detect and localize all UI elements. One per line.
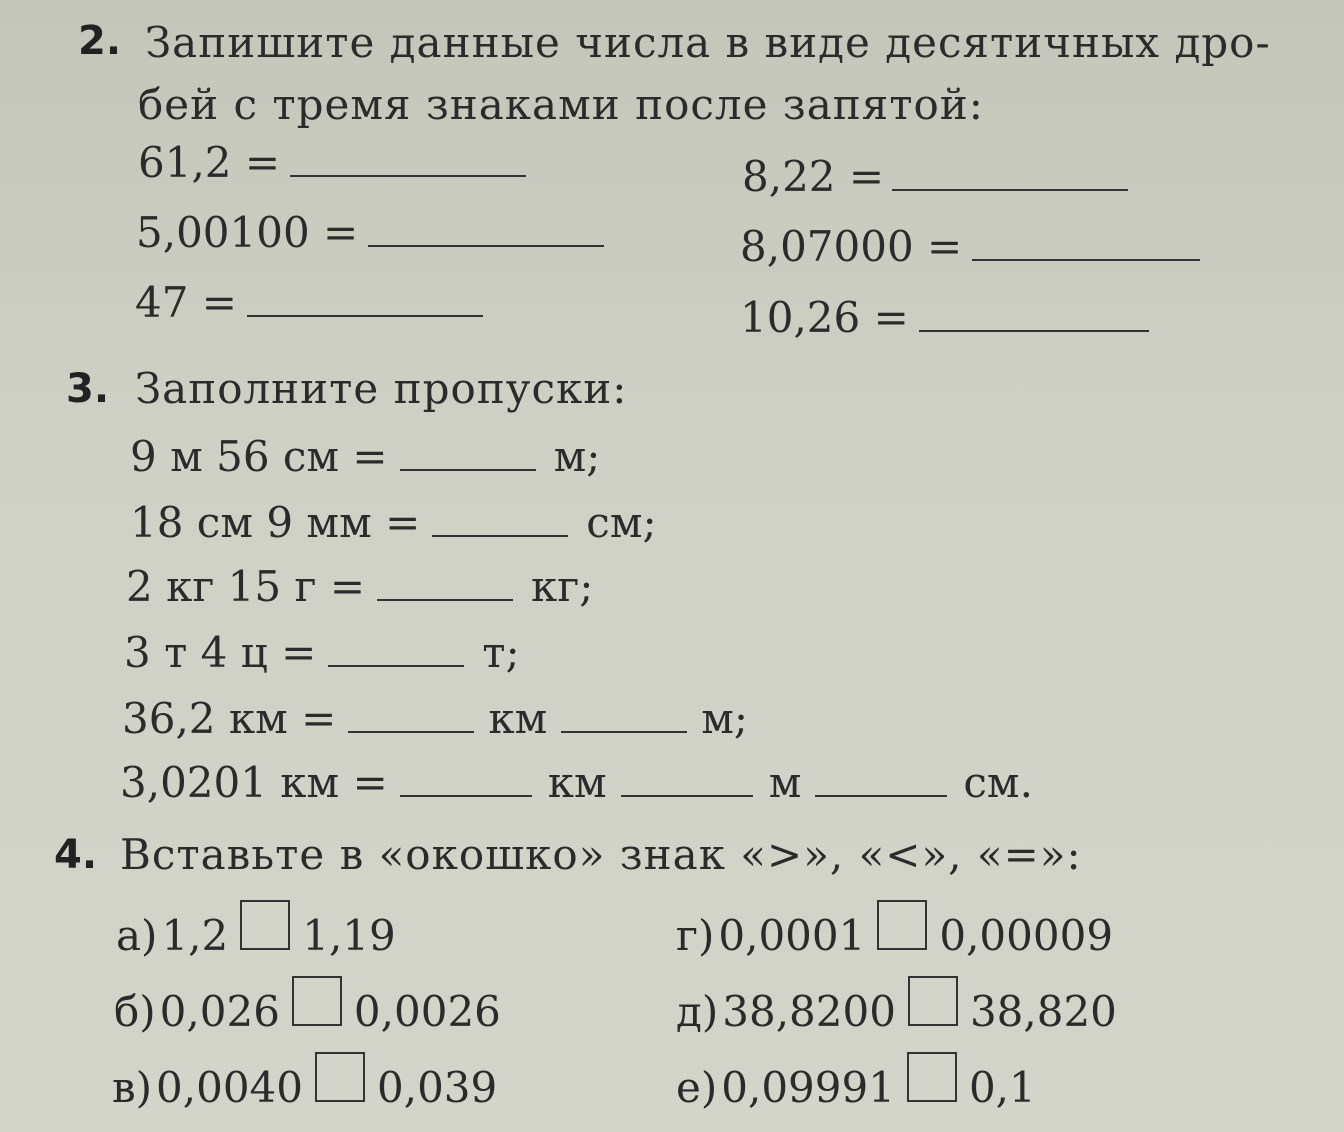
item-letter: е) [676,1063,718,1112]
answer-blank[interactable] [561,731,687,733]
answer-blank[interactable] [972,259,1200,261]
expression: 9 м 56 см = [130,432,388,481]
answer-blank[interactable] [621,795,753,797]
task-3-row-4 [124,628,520,677]
task-3-row-1 [130,432,600,481]
unit-label: км [547,758,607,807]
answer-blank[interactable] [400,469,536,471]
task-4-text: Вставьте в «окошко» знак «>», «<», «=»: [120,830,1082,879]
answer-blank[interactable] [328,665,464,667]
item-letter: г) [676,911,715,960]
expression: 8,22 = [742,152,885,201]
right-number: 38,820 [969,987,1117,1036]
expression: 8,07000 = [740,222,963,271]
unit-label: км [488,694,548,743]
task-2-item-5 [135,278,483,327]
task-2-item-2 [742,152,1128,201]
task-2-number: 2. [78,18,122,64]
task-4-item-d [676,976,1117,1036]
task-4-item-e [676,1052,1036,1112]
task-4-item-a [116,900,396,960]
unit-label: см; [586,498,657,547]
answer-blank[interactable] [377,599,513,601]
answer-blank[interactable] [815,795,947,797]
task-3-row-6 [120,758,1033,807]
right-number: 0,00009 [939,911,1114,960]
answer-blank[interactable] [368,245,604,247]
unit-label: т; [482,628,520,677]
item-letter: б) [114,987,156,1036]
left-number: 0,09991 [721,1063,895,1112]
answer-blank[interactable] [432,535,568,537]
expression: 18 см 9 мм = [130,498,421,547]
right-number: 1,19 [302,911,396,960]
expression: 10,26 = [740,293,909,342]
answer-blank[interactable] [892,189,1128,191]
left-number: 0,0040 [156,1063,303,1112]
answer-blank[interactable] [247,315,483,317]
comparison-box[interactable] [907,1052,957,1102]
task-4-item-v [112,1052,497,1112]
item-letter: а) [116,911,158,960]
left-number: 0,0001 [718,911,866,960]
task-3-number: 3. [66,366,110,412]
comparison-box[interactable] [315,1052,365,1102]
expression: 47 = [135,278,237,327]
expression: 36,2 км = [122,694,337,743]
expression: 5,00100 = [136,208,359,257]
task-3-row-3 [126,562,593,611]
unit-label: м [768,758,802,807]
task-2-item-6 [740,293,1149,342]
task-3-text: Заполните пропуски: [135,364,628,413]
item-letter: в) [112,1063,153,1112]
task-2-item-1 [138,138,526,187]
comparison-box[interactable] [877,900,927,950]
task-2-item-3 [136,208,604,257]
expression: 2 кг 15 г = [126,562,366,611]
task-2-item-4 [740,222,1200,271]
comparison-box[interactable] [908,976,958,1026]
expression: 3 т 4 ц = [124,628,317,677]
unit-label: м; [553,432,601,481]
unit-label: м; [701,694,749,743]
right-number: 0,039 [377,1063,498,1112]
item-letter: д) [676,987,719,1036]
expression: 3,0201 км = [120,758,388,807]
right-number: 0,0026 [353,987,501,1036]
comparison-box[interactable] [292,976,342,1026]
comparison-box[interactable] [240,900,290,950]
task-3-row-5 [122,694,748,743]
left-number: 0,026 [159,987,280,1036]
answer-blank[interactable] [919,330,1149,332]
right-number: 0,1 [968,1063,1036,1112]
task-4-number: 4. [54,832,98,878]
task-3-row-2 [130,498,657,547]
answer-blank[interactable] [348,731,474,733]
answer-blank[interactable] [400,795,532,797]
unit-label: кг; [531,562,594,611]
task-2-text-line-2: бей с тремя знаками после запятой: [138,80,984,129]
left-number: 1,2 [161,911,229,960]
task-4-item-g [676,900,1113,960]
left-number: 38,8200 [722,987,896,1036]
task-2-text-line-1: Запишите данные числа в виде десятичных дро- [145,18,1271,67]
answer-blank[interactable] [290,175,526,177]
task-4-item-b [114,976,501,1036]
unit-label: см. [963,758,1033,807]
expression: 61,2 = [138,138,281,187]
